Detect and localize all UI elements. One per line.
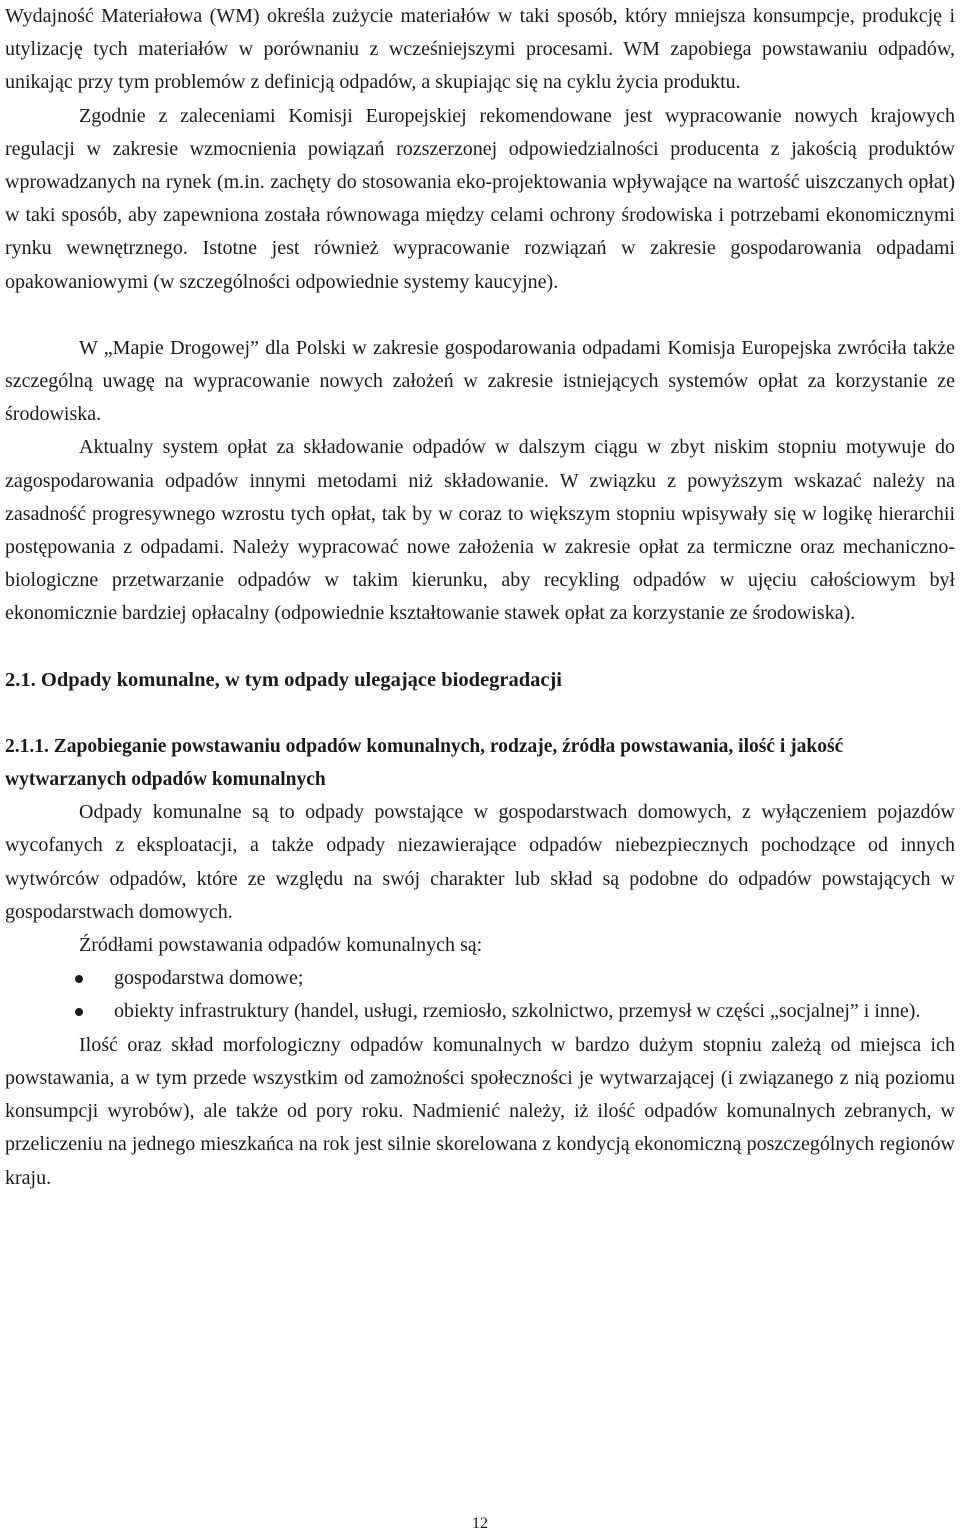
- bullet-icon: [75, 975, 83, 983]
- subsection-heading: 2.1.1. Zapobieganie powstawaniu odpadów komunalnych, rodzaje, źródła powstawania, ilość i jakość wytwarzanych odpadów komunalnych: [5, 735, 844, 791]
- spacer: [5, 299, 955, 332]
- paragraph-waste-quantity: Ilość oraz skład morfologiczny odpadów komunalnych w bardzo dużym stopniu zależą od miejsca ich powstawania, a w tym przede wszystkim od zamożności społeczności je wytwarzającej (i związanego z nią poziomu konsumpcji wyrobów), ale także od pory roku. Nadmienić należy, iż ilość odpadów komunalnych zebranych, w przeliczeniu na jednego mieszkańca na rok jest silnie skorelowana z kondycją ekonomiczną poszczególnych regionów kraju.: [5, 1033, 955, 1189]
- paragraph-landfill-fees: Aktualny system opłat za składowanie odpadów w dalszym ciągu w zbyt niskim stopniu motywuje do zagospodarowania odpadów innymi metodami niż składowanie. W związku z powyższym wskazać należy na zasadność progresywnego wzrostu tych opłat, tak by w coraz to większym stopniu wpisywały się w logikę hierarchii postępowania z odpadami. Należy wypracować nowe założenia w zakresie opłat za termiczne oraz mechaniczno-biologiczne przetwarzanie odpadów w takim kierunku, aby recykling odpadów w ujęciu całościowym był ekonomicznie bardziej opłacalny (odpowiednie kształtowanie stawek opłat za korzystanie ze środowiska).: [5, 436, 955, 625]
- sources-list: [5, 962, 955, 1028]
- paragraph-sources-intro: Źródłami powstawania odpadów komunalnych są:: [79, 934, 483, 957]
- paragraph-roadmap: W „Mapie Drogowej” dla Polski w zakresie gospodarowania odpadami Komisja Europejska zwróciła także szczególną uwagę na wypracowanie nowych założeń w zakresie istniejących systemów opłat za korzystanie ze środowiska.: [5, 336, 955, 426]
- paragraph-municipal-waste-definition: Odpady komunalne są to odpady powstające w gospodarstwach domowych, z wyłączeniem pojazdów wycofanych z eksploatacji, a także odpady niezawierające odpadów niebezpiecznych pochodzące od innych wytwórców odpadów, które ze względu na swój charakter lub skład są podobne do odpadów powstających w gospodarstwach domowych.: [5, 801, 955, 923]
- list-item: [5, 962, 955, 995]
- paragraph-material-efficiency: Wydajność Materiałowa (WM) określa zużycie materiałów w taki sposób, który mniejsza konsumpcje, produkcję i utylizację tych materiałów w porównaniu z wcześniejszymi procesami. WM zapobiega powstawaniu odpadów, unikając przy tym problemów z definicją odpadów, a skupiając się na cyklu życia produktu.: [5, 5, 955, 94]
- list-item: [5, 995, 955, 1028]
- spacer: [5, 697, 955, 730]
- bullet-icon: [75, 1008, 83, 1016]
- list-item-text: gospodarstwa domowe;: [114, 967, 304, 990]
- page-number: 12: [472, 1515, 488, 1532]
- document-page: [5, 0, 955, 1195]
- spacer: [5, 631, 955, 664]
- section-heading: 2.1. Odpady komunalne, w tym odpady ulegające biodegradacji: [5, 668, 562, 691]
- paragraph-ec-recommendations: Zgodnie z zaleceniami Komisji Europejskiej rekomendowane jest wypracowanie nowych krajowych regulacji w zakresie wzmocnienia powiązań rozszerzonej odpowiedzialności producenta z jakością produktów wprowadzanych na rynek (m.in. zachęty do stosowania eko-projektowania wpływające na wartość uiszczanych opłat) w taki sposób, aby zapewniona została równowaga między celami ochrony środowiska i potrzebami ekonomicznymi rynku wewnętrznego. Istotne jest również wypracowanie rozwiązań w zakresie gospodarowania odpadami opakowaniowymi (w szczególności odpowiednie systemy kaucyjne).: [5, 104, 955, 293]
- list-item-text: obiekty infrastruktury (handel, usługi, rzemiosło, szkolnictwo, przemysł w części „socjalnej” i inne).: [114, 1000, 921, 1023]
